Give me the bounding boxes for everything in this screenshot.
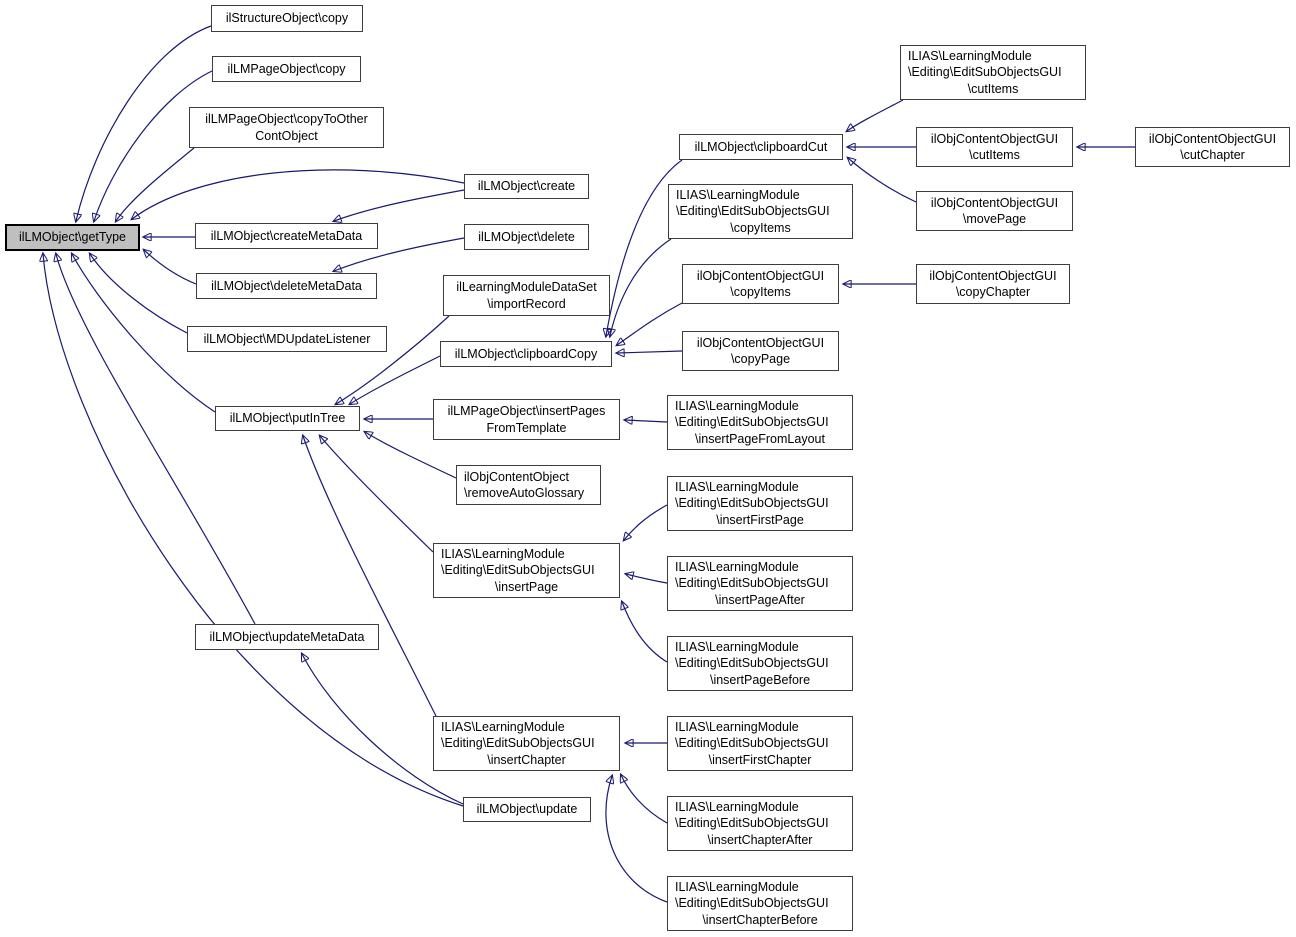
node-label-line: \insertChapterAfter (707, 832, 813, 847)
graph-node-gui_copy_page[interactable] (682, 331, 839, 371)
node-label-line: ilLearningModuleDataSet (456, 280, 597, 294)
node-label-line: \Editing\EditSubObjectsGUI (675, 656, 829, 671)
node-label-line: \insertFirstPage (716, 512, 804, 527)
node-label-line: ILIAS\LearningModule (675, 799, 799, 814)
graph-node-gui_move_page[interactable] (916, 191, 1073, 231)
graph-node-create[interactable] (464, 174, 589, 199)
graph-node-gettype[interactable] (5, 224, 140, 251)
node-label-line: \Editing\EditSubObjectsGUI (675, 816, 829, 831)
node-label-line: \Editing\EditSubObjectsGUI (675, 496, 829, 511)
graph-node-insert_first_page[interactable] (667, 476, 853, 531)
edge-insert_first_page-to-insert_page (624, 505, 667, 540)
node-label-line: ILIAS\LearningModule (675, 879, 799, 894)
node-label-line: FromTemplate (486, 420, 567, 435)
node-label-line: \cutChapter (1180, 148, 1245, 162)
node-label-line: ilObjContentObjectGUI (696, 335, 825, 350)
graph-node-remove_auto_gloss[interactable] (456, 465, 601, 505)
node-label-line: ilObjContentObjectGUI (930, 131, 1059, 146)
edge-clipboard_copy-to-put_in_tree (350, 356, 440, 404)
node-label-line: \insertChapterBefore (702, 912, 818, 927)
node-label-line: ilLMObject\getType (19, 230, 126, 245)
node-label-line: \Editing\EditSubObjectsGUI (675, 736, 829, 751)
edge-delete_meta-to-gettype (144, 250, 196, 284)
edge-ed_copy_items-to-clipboard_copy (610, 239, 671, 336)
graph-node-gui_copy_items[interactable] (682, 264, 839, 304)
node-label-line: ilObjContentObject (464, 469, 569, 484)
node-label-line: ilLMObject\putInTree (229, 411, 346, 426)
graph-node-insert_chapter_before[interactable] (667, 876, 853, 931)
node-label-line: ILIAS\LearningModule (675, 639, 799, 654)
node-label-line: \copyItems (730, 285, 791, 299)
node-label-line: \insertChapter (487, 752, 566, 767)
node-label-line: ilLMObject\update (476, 802, 578, 817)
node-label-line: \insertPageBefore (709, 672, 811, 687)
node-label-line: \copyChapter (955, 285, 1031, 299)
graph-node-insert_page_before[interactable] (667, 636, 853, 691)
node-label-line: \Editing\EditSubObjectsGUI (675, 576, 829, 591)
node-label-line: \insertPageAfter (715, 592, 805, 607)
node-label-line: ilLMObject\deleteMetaData (211, 278, 362, 293)
edge-copy_to_other-to-gettype (116, 148, 194, 221)
edge-update_meta-to-gettype (56, 254, 255, 624)
node-label-line: \movePage (962, 212, 1027, 226)
node-label-line: \copyPage (730, 352, 791, 366)
node-label-line: ILIAS\LearningModule (675, 479, 799, 494)
node-label-line: ilObjContentObjectGUI (1148, 131, 1277, 146)
node-label-line: \Editing\EditSubObjectsGUI (676, 204, 830, 219)
node-label-line: ILIAS\LearningModule (908, 48, 1032, 63)
edge-md_update-to-gettype (90, 254, 187, 333)
graph-node-insert_chapter_after[interactable] (667, 796, 853, 851)
node-label-line: ilLMPageObject\insertPages (447, 404, 606, 418)
edge-create-to-gettype (132, 170, 464, 219)
edge-insert_page_after-to-insert_page (626, 574, 667, 583)
graph-node-insert_first_chapter[interactable] (667, 716, 853, 771)
graph-node-insert_page_from_layout[interactable] (667, 395, 853, 450)
node-label-line: ILIAS\LearningModule (675, 719, 799, 734)
node-label-line: ILIAS\LearningModule (676, 187, 800, 202)
edge-insert_chapter_after-to-insert_chapter (621, 775, 667, 823)
node-label-line: \Editing\EditSubObjectsGUI (675, 415, 829, 430)
graph-node-import_record[interactable] (443, 275, 610, 316)
graph-node-clipboard_copy[interactable] (440, 341, 612, 367)
graph-node-lmpage_copy[interactable] (212, 56, 361, 82)
node-label-line: \cutItems (967, 81, 1019, 96)
graph-node-clipboard_cut[interactable] (679, 134, 843, 160)
node-label-line: ilLMObject\createMetaData (210, 228, 363, 243)
node-label-line: ILIAS\LearningModule (441, 546, 565, 561)
node-label-line: ilLMPageObject\copy (227, 61, 346, 76)
graph-node-insert_chapter[interactable] (433, 716, 620, 771)
graph-node-insert_page_after[interactable] (667, 556, 853, 611)
node-label-line: \insertFirstChapter (708, 752, 812, 767)
graph-node-md_update[interactable] (187, 326, 387, 352)
node-label-line: \Editing\EditSubObjectsGUI (908, 65, 1062, 80)
node-label-line: ilLMObject\delete (478, 229, 575, 244)
node-label-line: \insertPageFromLayout (695, 431, 825, 446)
node-label-line: \Editing\EditSubObjectsGUI (441, 563, 595, 578)
edge-insert_page_before-to-insert_page (622, 602, 667, 662)
edge-insert_page-to-put_in_tree (320, 436, 433, 552)
node-label-line: ILIAS\LearningModule (675, 398, 799, 413)
graph-node-ed_cut_items[interactable] (900, 45, 1086, 100)
node-label-line: ilObjContentObjectGUI (930, 195, 1059, 210)
graph-node-struct_copy[interactable] (211, 5, 363, 32)
node-label-line: \insertPage (494, 579, 559, 594)
node-label-line: \copyItems (730, 220, 791, 235)
graph-node-put_in_tree[interactable] (215, 406, 360, 431)
edge-insert_chapter_before-to-insert_chapter (606, 776, 667, 902)
node-label-line: \importRecord (487, 296, 566, 311)
node-label-line: ilLMObject\create (477, 179, 576, 194)
node-label-line: ilLMObject\clipboardCopy (454, 346, 598, 361)
node-label-line: \cutItems (969, 148, 1020, 162)
node-label-line: \removeAutoGlossary (464, 486, 585, 500)
node-label-line: ContObject (255, 128, 318, 143)
graph-node-insert_page[interactable] (433, 543, 620, 598)
graph-node-delete_meta[interactable] (196, 273, 377, 299)
graph-node-update[interactable] (463, 797, 591, 822)
node-label-line: ILIAS\LearningModule (441, 719, 565, 734)
graph-node-insert_pages_tpl[interactable] (433, 399, 620, 440)
node-label-line: ILIAS\LearningModule (675, 559, 799, 574)
edge-gui_copy_items-to-clipboard_copy (617, 303, 682, 345)
edge-ed_cut_items-to-clipboard_cut (847, 100, 903, 131)
graph-node-delete[interactable] (464, 224, 589, 250)
graph-node-create_meta[interactable] (195, 223, 378, 249)
graph-node-update_meta[interactable] (195, 624, 379, 650)
node-label-line: \Editing\EditSubObjectsGUI (675, 896, 829, 911)
edge-insert_page_from_layout-to-insert_pages_tpl (625, 420, 667, 422)
edge-gui_copy_page-to-clipboard_copy (617, 351, 682, 353)
node-label-line: ilLMPageObject\copyToOther (205, 112, 368, 126)
node-label-line: ilLMObject\MDUpdateListener (203, 331, 371, 346)
node-label-line: \Editing\EditSubObjectsGUI (441, 736, 595, 751)
node-label-line: ilObjContentObjectGUI (929, 268, 1057, 283)
graph-node-copy_to_other[interactable] (189, 107, 384, 148)
node-label-line: ilStructureObject\copy (225, 11, 349, 26)
node-label-line: ilLMObject\clipboardCut (694, 139, 828, 154)
edge-create-to-create_meta (334, 190, 464, 221)
graph-node-gui_copy_chapter[interactable] (916, 264, 1070, 304)
graph-node-gui_cut_items[interactable] (916, 127, 1073, 167)
edge-insert_chapter-to-put_in_tree (303, 436, 436, 716)
node-label-line: ilObjContentObjectGUI (696, 268, 825, 283)
graph-node-ed_copy_items[interactable] (668, 184, 853, 239)
node-label-line: ilLMObject\updateMetaData (209, 629, 365, 644)
graph-node-gui_cut_chapter[interactable] (1135, 127, 1290, 167)
